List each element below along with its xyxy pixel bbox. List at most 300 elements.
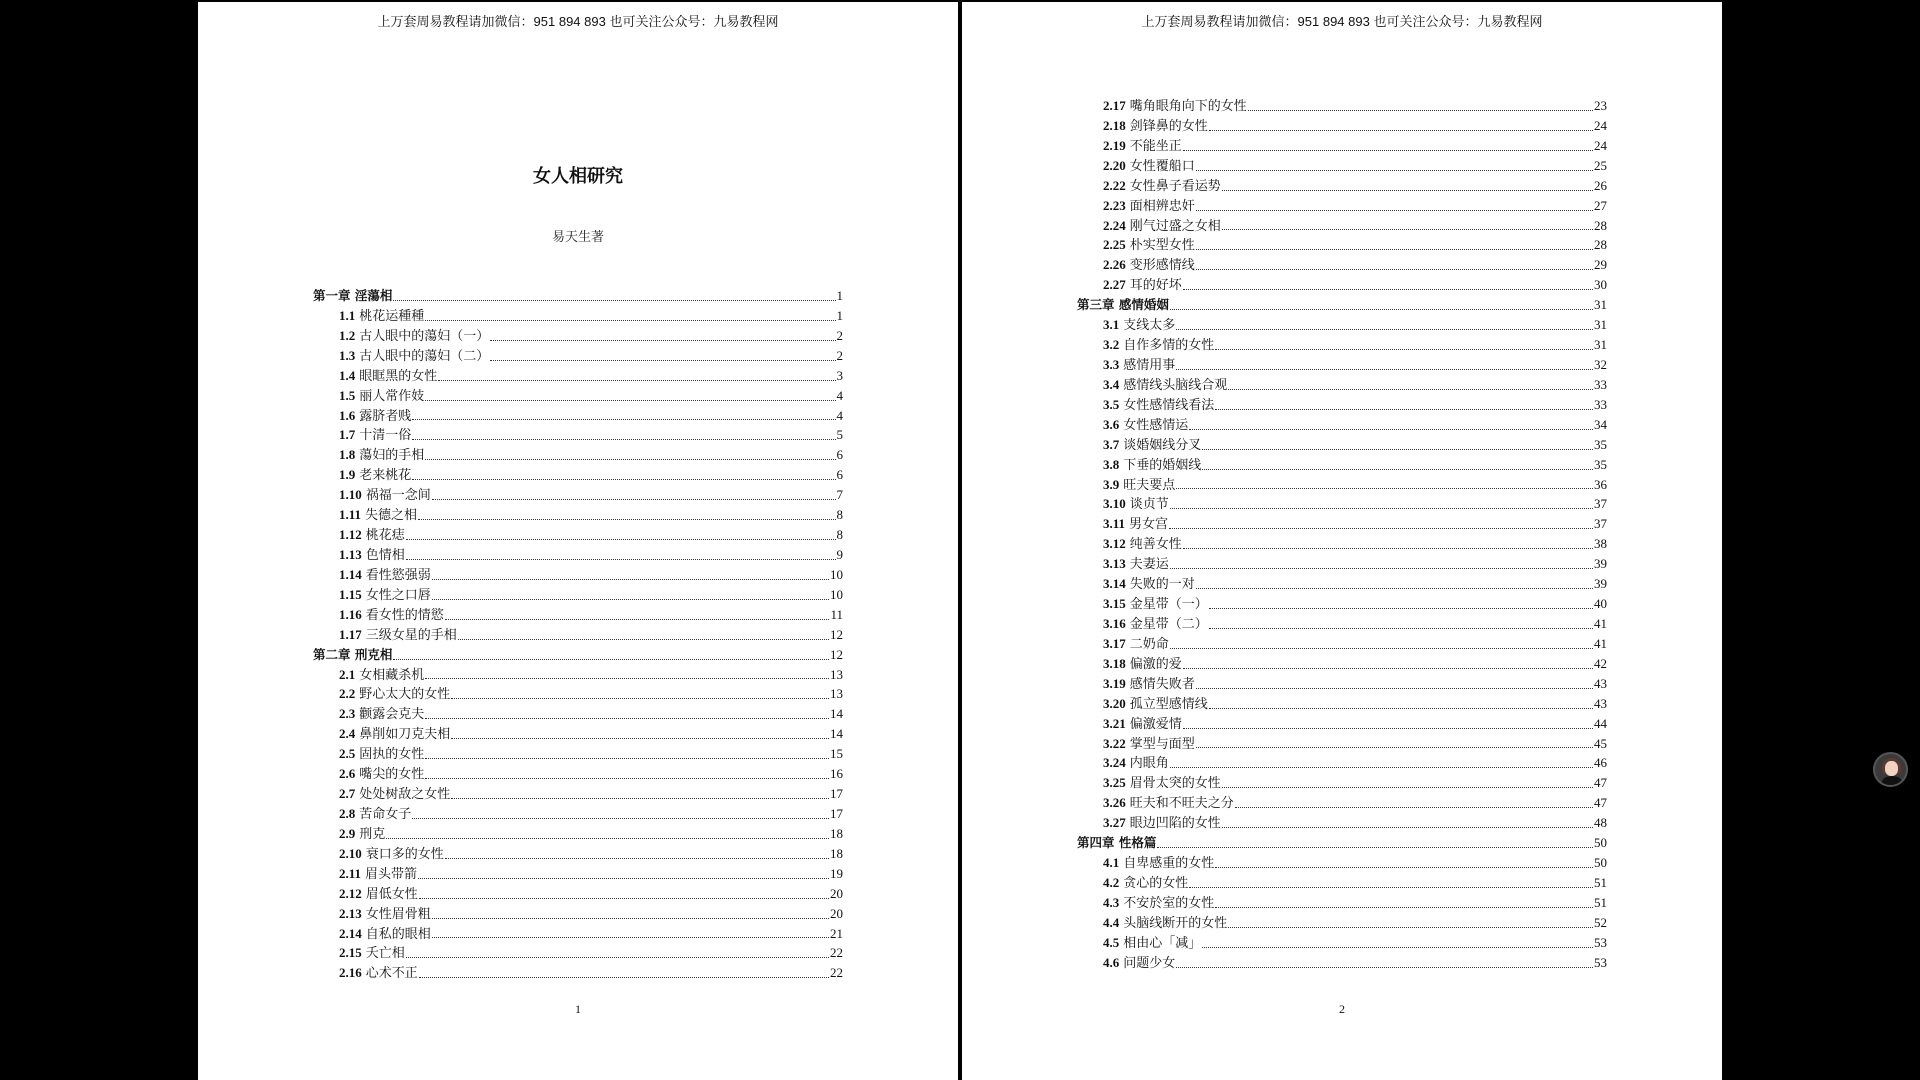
toc-entry-number: 1.13 bbox=[339, 546, 362, 562]
toc-entry-number: 2.20 bbox=[1103, 157, 1126, 173]
toc-section-entry[interactable] bbox=[1077, 694, 1607, 714]
toc-leader-dots bbox=[490, 359, 835, 361]
toc-entry-number: 2.27 bbox=[1103, 277, 1126, 293]
toc-entry-title: 问题少女 bbox=[1123, 954, 1176, 970]
toc-section-entry[interactable] bbox=[1077, 415, 1607, 435]
toc-entry-title: 眼边凹陷的女性 bbox=[1129, 815, 1221, 831]
toc-entry-title: 内眼角 bbox=[1129, 755, 1169, 771]
toc-leader-dots bbox=[412, 438, 835, 440]
toc-section-entry[interactable] bbox=[313, 864, 843, 884]
toc-section-entry[interactable] bbox=[313, 485, 843, 505]
toc-leader-dots bbox=[432, 498, 836, 500]
toc-leader-dots bbox=[1189, 886, 1593, 888]
toc-entry-number: 2.3 bbox=[339, 706, 356, 722]
toc-section-entry[interactable] bbox=[1077, 913, 1607, 933]
toc-leader-dots bbox=[1183, 547, 1593, 549]
toc-section-entry[interactable] bbox=[1077, 156, 1607, 176]
toc-entry-number: 1.8 bbox=[339, 447, 356, 463]
toc-section-entry[interactable] bbox=[1077, 554, 1607, 574]
toc-entry-title: 丽人常作妓 bbox=[359, 387, 425, 403]
toc-leader-dots bbox=[425, 319, 835, 321]
toc-leader-dots bbox=[1169, 527, 1593, 529]
toc-entry-title: 支线太多 bbox=[1123, 317, 1176, 333]
toc-entry-title: 老来桃花 bbox=[359, 467, 412, 483]
toc-entry-title: 旺夫和不旺夫之分 bbox=[1129, 795, 1234, 811]
toc-entry-number: 2.14 bbox=[339, 925, 362, 941]
toc-section-entry[interactable] bbox=[313, 425, 843, 445]
toc-section-entry[interactable] bbox=[313, 665, 843, 685]
toc-entry-title: 旺夫要点 bbox=[1123, 476, 1176, 492]
toc-entry-title: 金星带（一） bbox=[1129, 596, 1208, 612]
toc-entry-title: 朴实型女性 bbox=[1129, 237, 1195, 253]
toc-entry-number: 1.12 bbox=[339, 527, 362, 543]
toc-entry-page: 10 bbox=[830, 566, 843, 582]
toc-entry-number: 1.15 bbox=[339, 586, 362, 602]
toc-leader-dots bbox=[1176, 328, 1593, 330]
toc-section-entry[interactable] bbox=[1077, 813, 1607, 833]
toc-section-entry[interactable] bbox=[1077, 953, 1607, 973]
toc-entry-number: 2.4 bbox=[339, 726, 356, 742]
toc-entry-page: 6 bbox=[836, 447, 843, 463]
toc-entry-number: 3.20 bbox=[1103, 695, 1126, 711]
toc-section-entry[interactable] bbox=[1077, 315, 1607, 335]
toc-section-entry[interactable] bbox=[313, 724, 843, 744]
toc-entry-number: 3.2 bbox=[1103, 337, 1120, 353]
toc-section-entry[interactable] bbox=[313, 744, 843, 764]
toc-entry-page: 52 bbox=[1594, 914, 1607, 930]
toc-entry-title: 谈贞节 bbox=[1129, 496, 1169, 512]
toc-entry-page: 25 bbox=[1594, 157, 1607, 173]
toc-entry-title: 头脑线断开的女性 bbox=[1123, 914, 1228, 930]
page-number: 1 bbox=[575, 1002, 581, 1016]
toc-entry-number: 3.5 bbox=[1103, 396, 1120, 412]
toc-entry-page: 14 bbox=[830, 706, 843, 722]
toc-section-entry[interactable] bbox=[1077, 216, 1607, 236]
toc-section-entry[interactable] bbox=[1077, 893, 1607, 913]
toc-entry-number: 1.4 bbox=[339, 367, 356, 383]
toc-leader-dots bbox=[1215, 348, 1593, 350]
toc-entry-title: 纯善女性 bbox=[1129, 536, 1182, 552]
toc-entry-page: 13 bbox=[830, 686, 843, 702]
document-author: 易天生著 bbox=[551, 229, 604, 244]
toc-entry-title: 女性之口唇 bbox=[365, 586, 431, 602]
toc-section-entry[interactable] bbox=[1077, 475, 1607, 495]
toc-entry-number: 1.2 bbox=[339, 327, 356, 343]
page-header: 上万套周易教程请加微信：951 894 893 也可关注公众号：九易教程网 bbox=[1141, 14, 1543, 29]
toc-entry-title: 第三章 感情婚姻 bbox=[1077, 297, 1169, 313]
toc-section-entry[interactable] bbox=[313, 784, 843, 804]
toc-leader-dots bbox=[425, 458, 835, 460]
toc-section-entry[interactable] bbox=[1077, 494, 1607, 514]
toc-entry-title: 处处树敌之女性 bbox=[359, 786, 451, 802]
toc-section-entry[interactable] bbox=[1077, 435, 1607, 455]
toc-entry-page: 28 bbox=[1594, 217, 1607, 233]
toc-section-entry[interactable] bbox=[1077, 714, 1607, 734]
toc-entry-title: 下垂的婚姻线 bbox=[1123, 456, 1202, 472]
toc-entry-page: 11 bbox=[830, 606, 843, 622]
toc-entry-title: 变形感情线 bbox=[1129, 257, 1195, 273]
toc-leader-dots bbox=[432, 578, 829, 580]
toc-entry-page: 20 bbox=[830, 885, 843, 901]
assistant-avatar-button[interactable] bbox=[1873, 752, 1908, 787]
toc-entry-page: 16 bbox=[830, 766, 843, 782]
toc-entry-number: 3.24 bbox=[1103, 755, 1126, 771]
toc-entry-number: 3.25 bbox=[1103, 775, 1126, 791]
toc-entry-number: 4.6 bbox=[1103, 954, 1120, 970]
toc-entry-title: 偏激爱情 bbox=[1129, 715, 1182, 731]
toc-entry-page: 8 bbox=[836, 527, 843, 543]
toc-entry-title: 心术不正 bbox=[365, 965, 418, 981]
toc-entry-title: 面相辨忠奸 bbox=[1129, 197, 1195, 213]
toc-leader-dots bbox=[1170, 507, 1593, 509]
toc-chapter-entry[interactable] bbox=[1077, 295, 1607, 315]
toc-section-entry[interactable] bbox=[313, 525, 843, 545]
toc-entry-number: 1.5 bbox=[339, 387, 356, 403]
toc-entry-page: 44 bbox=[1594, 715, 1607, 731]
toc-section-entry[interactable] bbox=[313, 684, 843, 704]
toc-section-entry[interactable] bbox=[313, 704, 843, 724]
toc-leader-dots bbox=[1202, 448, 1593, 450]
toc-leader-dots bbox=[1209, 627, 1593, 629]
toc-section-entry[interactable] bbox=[1077, 674, 1607, 694]
toc-entry-page: 8 bbox=[836, 507, 843, 523]
toc-section-entry[interactable] bbox=[313, 565, 843, 585]
toc-section-entry[interactable] bbox=[313, 605, 843, 625]
toc-entry-number: 2.7 bbox=[339, 786, 356, 802]
toc-section-entry[interactable] bbox=[313, 924, 843, 944]
toc-entry-page: 46 bbox=[1594, 755, 1607, 771]
toc-section-entry[interactable] bbox=[1077, 96, 1607, 116]
toc-chapter-entry[interactable] bbox=[313, 286, 843, 306]
toc-leader-dots bbox=[1228, 926, 1593, 928]
toc-section-entry[interactable] bbox=[313, 764, 843, 784]
toc-section-entry[interactable] bbox=[313, 904, 843, 924]
toc-leader-dots bbox=[393, 299, 835, 301]
toc-leader-dots bbox=[1222, 826, 1593, 828]
toc-section-entry[interactable] bbox=[1077, 933, 1607, 953]
document-page-2 bbox=[962, 2, 1722, 1080]
toc-entry-number: 3.21 bbox=[1103, 715, 1126, 731]
toc-entry-number: 2.23 bbox=[1103, 197, 1126, 213]
toc-entry-page: 30 bbox=[1594, 277, 1607, 293]
toc-section-entry[interactable] bbox=[313, 366, 843, 386]
toc-section-entry[interactable] bbox=[313, 625, 843, 645]
toc-chapter-entry[interactable] bbox=[313, 645, 843, 665]
document-title: 女人相研究 bbox=[533, 166, 623, 187]
toc-section-entry[interactable] bbox=[1077, 614, 1607, 634]
toc-section-entry[interactable] bbox=[1077, 534, 1607, 554]
toc-leader-dots bbox=[1222, 189, 1593, 191]
toc-section-entry[interactable] bbox=[313, 844, 843, 864]
toc-section-entry[interactable] bbox=[1077, 654, 1607, 674]
toc-entry-number: 4.2 bbox=[1103, 874, 1120, 890]
toc-entry-number: 2.16 bbox=[339, 965, 362, 981]
toc-entry-page: 24 bbox=[1594, 137, 1607, 153]
toc-section-entry[interactable] bbox=[1077, 514, 1607, 534]
toc-entry-number: 3.7 bbox=[1103, 436, 1120, 452]
toc-section-entry[interactable] bbox=[313, 406, 843, 426]
toc-leader-dots bbox=[1196, 169, 1593, 171]
toc-section-entry[interactable] bbox=[313, 386, 843, 406]
toc-entry-title: 固执的女性 bbox=[359, 746, 425, 762]
toc-leader-dots bbox=[1215, 906, 1593, 908]
toc-entry-number: 3.15 bbox=[1103, 596, 1126, 612]
page-number: 2 bbox=[1339, 1002, 1345, 1016]
toc-entry-number: 2.24 bbox=[1103, 217, 1126, 233]
toc-section-entry[interactable] bbox=[313, 545, 843, 565]
toc-leader-dots bbox=[1183, 288, 1593, 290]
toc-entry-title: 苦命女子 bbox=[359, 805, 412, 821]
toc-section-entry[interactable] bbox=[1077, 594, 1607, 614]
toc-section-entry[interactable] bbox=[313, 445, 843, 465]
toc-section-entry[interactable] bbox=[1077, 873, 1607, 893]
toc-section-entry[interactable] bbox=[1077, 734, 1607, 754]
toc-leader-dots bbox=[406, 558, 836, 560]
toc-section-entry[interactable] bbox=[313, 804, 843, 824]
toc-section-entry[interactable] bbox=[1077, 853, 1607, 873]
toc-entry-number: 2.9 bbox=[339, 825, 356, 841]
toc-leader-dots bbox=[432, 936, 829, 938]
toc-entry-page: 18 bbox=[830, 825, 843, 841]
toc-entry-number: 2.11 bbox=[339, 865, 362, 881]
toc-section-entry[interactable] bbox=[1077, 375, 1607, 395]
toc-entry-page: 33 bbox=[1594, 396, 1607, 412]
toc-entry-number: 3.11 bbox=[1103, 516, 1126, 532]
toc-entry-title: 眉头带箭 bbox=[365, 865, 418, 881]
toc-entry-title: 第二章 刑克相 bbox=[313, 646, 393, 662]
toc-entry-title: 自私的眼相 bbox=[365, 925, 431, 941]
toc-section-entry[interactable] bbox=[1077, 176, 1607, 196]
toc-leader-dots bbox=[1235, 806, 1593, 808]
toc-leader-dots bbox=[425, 757, 829, 759]
toc-entry-page: 39 bbox=[1594, 576, 1607, 592]
toc-entry-page: 4 bbox=[836, 407, 843, 423]
toc-entry-page: 37 bbox=[1594, 496, 1607, 512]
toc-entry-page: 5 bbox=[836, 427, 843, 443]
toc-entry-number: 1.11 bbox=[339, 507, 362, 523]
toc-section-entry[interactable] bbox=[313, 884, 843, 904]
toc-entry-title: 眼眶黑的女性 bbox=[359, 367, 438, 383]
toc-leader-dots bbox=[1196, 268, 1593, 270]
toc-entry-page: 14 bbox=[830, 726, 843, 742]
toc-entry-page: 42 bbox=[1594, 655, 1607, 671]
toc-entry-number: 3.17 bbox=[1103, 635, 1126, 651]
toc-leader-dots bbox=[1170, 766, 1593, 768]
toc-entry-title: 女性眉骨粗 bbox=[365, 905, 431, 921]
toc-leader-dots bbox=[451, 697, 829, 699]
toc-entry-title: 桃花痣 bbox=[365, 527, 405, 543]
toc-entry-page: 19 bbox=[830, 865, 843, 881]
toc-entry-page: 51 bbox=[1594, 874, 1607, 890]
toc-entry-title: 古人眼中的蕩妇（二） bbox=[359, 347, 490, 363]
toc-section-entry[interactable] bbox=[313, 963, 843, 983]
toc-chapter-entry[interactable] bbox=[1077, 833, 1607, 853]
toc-section-entry[interactable] bbox=[313, 306, 843, 326]
toc-section-entry[interactable] bbox=[313, 346, 843, 366]
toc-leader-dots bbox=[438, 379, 835, 381]
toc-entry-number: 2.1 bbox=[339, 666, 356, 682]
toc-entry-number: 3.18 bbox=[1103, 655, 1126, 671]
toc-entry-number: 3.12 bbox=[1103, 536, 1126, 552]
toc-entry-number: 3.22 bbox=[1103, 735, 1126, 751]
toc-entry-title: 二奶命 bbox=[1129, 635, 1169, 651]
toc-leader-dots bbox=[445, 618, 830, 620]
toc-entry-number: 4.3 bbox=[1103, 894, 1120, 910]
toc-entry-number: 3.26 bbox=[1103, 795, 1126, 811]
toc-section-entry[interactable] bbox=[1077, 136, 1607, 156]
toc-leader-dots bbox=[418, 877, 829, 879]
toc-entry-number: 1.6 bbox=[339, 407, 356, 423]
toc-section-entry[interactable] bbox=[1077, 116, 1607, 136]
toc-section-entry[interactable] bbox=[1077, 196, 1607, 216]
toc-leader-dots bbox=[1170, 308, 1593, 310]
toc-entry-title: 衰口多的女性 bbox=[365, 845, 444, 861]
toc-entry-title: 金星带（二） bbox=[1129, 615, 1208, 631]
toc-entry-title: 失德之相 bbox=[365, 507, 418, 523]
toc-entry-page: 9 bbox=[836, 546, 843, 562]
toc-leader-dots bbox=[1202, 468, 1593, 470]
toc-entry-title: 相由心「减」 bbox=[1123, 934, 1202, 950]
toc-entry-number: 2.6 bbox=[339, 766, 356, 782]
toc-entry-number: 3.13 bbox=[1103, 556, 1126, 572]
toc-entry-page: 35 bbox=[1594, 456, 1607, 472]
page-header: 上万套周易教程请加微信：951 894 893 也可关注公众号：九易教程网 bbox=[377, 14, 779, 29]
toc-leader-dots bbox=[1222, 786, 1593, 788]
toc-section-entry[interactable] bbox=[1077, 634, 1607, 654]
toc-entry-title: 耳的好坏 bbox=[1129, 277, 1182, 293]
toc-entry-number: 3.14 bbox=[1103, 576, 1126, 592]
toc-entry-title: 贪心的女性 bbox=[1123, 874, 1189, 890]
toc-section-entry[interactable] bbox=[313, 326, 843, 346]
toc-leader-dots bbox=[1176, 368, 1593, 370]
toc-entry-page: 22 bbox=[830, 965, 843, 981]
toc-leader-dots bbox=[1196, 248, 1593, 250]
toc-section-entry[interactable] bbox=[1077, 355, 1607, 375]
toc-entry-title: 谈婚姻线分叉 bbox=[1123, 436, 1202, 452]
toc-leader-dots bbox=[1183, 667, 1593, 669]
toc-entry-page: 26 bbox=[1594, 177, 1607, 193]
toc-leader-dots bbox=[418, 518, 835, 520]
table-of-contents bbox=[1077, 96, 1607, 973]
toc-section-entry[interactable] bbox=[1077, 275, 1607, 295]
toc-leader-dots bbox=[1183, 727, 1593, 729]
toc-entry-title: 第一章 淫蕩相 bbox=[313, 288, 393, 303]
toc-entry-number: 3.4 bbox=[1103, 376, 1120, 392]
toc-leader-dots bbox=[393, 658, 829, 660]
toc-leader-dots bbox=[425, 677, 829, 679]
toc-entry-page: 31 bbox=[1594, 317, 1607, 333]
toc-entry-page: 51 bbox=[1594, 894, 1607, 910]
toc-section-entry[interactable] bbox=[1077, 773, 1607, 793]
toc-leader-dots bbox=[412, 418, 835, 420]
toc-leader-dots bbox=[1209, 129, 1593, 131]
toc-section-entry[interactable] bbox=[313, 465, 843, 485]
toc-entry-page: 12 bbox=[830, 626, 843, 642]
toc-entry-number: 2.12 bbox=[339, 885, 362, 901]
toc-entry-page: 33 bbox=[1594, 376, 1607, 392]
toc-leader-dots bbox=[1176, 966, 1593, 968]
toc-section-entry[interactable] bbox=[1077, 255, 1607, 275]
toc-leader-dots bbox=[386, 837, 829, 839]
toc-entry-number: 2.15 bbox=[339, 945, 362, 961]
toc-entry-title: 鼻削如刀克夫相 bbox=[359, 726, 451, 742]
toc-entry-number: 3.3 bbox=[1103, 356, 1120, 372]
avatar-face-icon bbox=[1885, 761, 1898, 776]
toc-entry-number: 2.13 bbox=[339, 905, 362, 921]
toc-entry-title: 偏激的爱 bbox=[1129, 655, 1182, 671]
toc-leader-dots bbox=[1176, 487, 1593, 489]
toc-entry-number: 1.3 bbox=[339, 347, 356, 363]
toc-entry-page: 39 bbox=[1594, 556, 1607, 572]
document-page-1 bbox=[198, 2, 958, 1080]
toc-section-entry[interactable] bbox=[1077, 455, 1607, 475]
toc-entry-title: 自作多情的女性 bbox=[1123, 337, 1215, 353]
toc-leader-dots bbox=[1248, 109, 1593, 111]
toc-entry-title: 夫妻运 bbox=[1129, 556, 1169, 572]
toc-entry-title: 剑锋鼻的女性 bbox=[1129, 117, 1208, 133]
toc-entry-title: 感情用事 bbox=[1123, 356, 1176, 372]
toc-leader-dots bbox=[1170, 567, 1593, 569]
toc-entry-page: 29 bbox=[1594, 257, 1607, 273]
toc-leader-dots bbox=[490, 339, 835, 341]
toc-entry-page: 45 bbox=[1594, 735, 1607, 751]
toc-section-entry[interactable] bbox=[313, 585, 843, 605]
toc-entry-title: 不安於室的女性 bbox=[1123, 894, 1215, 910]
toc-leader-dots bbox=[1202, 946, 1593, 948]
toc-section-entry[interactable] bbox=[1077, 574, 1607, 594]
toc-entry-title: 女性感情运 bbox=[1123, 416, 1189, 432]
toc-leader-dots bbox=[432, 598, 829, 600]
toc-section-entry[interactable] bbox=[1077, 753, 1607, 773]
toc-entry-title: 桃花运種種 bbox=[359, 307, 425, 323]
toc-entry-number: 3.27 bbox=[1103, 815, 1126, 831]
toc-entry-page: 31 bbox=[1594, 297, 1607, 313]
toc-entry-number: 4.4 bbox=[1103, 914, 1120, 930]
toc-entry-page: 53 bbox=[1594, 954, 1607, 970]
toc-entry-title: 男女宫 bbox=[1129, 516, 1169, 532]
toc-entry-page: 12 bbox=[830, 646, 843, 662]
toc-entry-title: 第四章 性格篇 bbox=[1077, 835, 1157, 851]
toc-leader-dots bbox=[1209, 707, 1593, 709]
toc-entry-title: 失败的一对 bbox=[1129, 576, 1195, 592]
toc-section-entry[interactable] bbox=[1077, 793, 1607, 813]
toc-entry-page: 53 bbox=[1594, 934, 1607, 950]
toc-entry-page: 2 bbox=[836, 347, 843, 363]
toc-leader-dots bbox=[406, 538, 836, 540]
toc-entry-title: 女性覆船口 bbox=[1129, 157, 1195, 173]
toc-section-entry[interactable] bbox=[313, 943, 843, 963]
toc-section-entry[interactable] bbox=[1077, 235, 1607, 255]
toc-entry-title: 看性慾强弱 bbox=[365, 566, 431, 582]
toc-section-entry[interactable] bbox=[1077, 335, 1607, 355]
toc-entry-page: 4 bbox=[836, 387, 843, 403]
toc-entry-title: 野心太大的女性 bbox=[359, 686, 451, 702]
toc-entry-number: 2.26 bbox=[1103, 257, 1126, 273]
toc-entry-title: 自卑感重的女性 bbox=[1123, 855, 1215, 871]
toc-section-entry[interactable] bbox=[313, 824, 843, 844]
toc-leader-dots bbox=[432, 917, 829, 919]
toc-section-entry[interactable] bbox=[313, 505, 843, 525]
toc-entry-title: 感情线头脑线合观 bbox=[1123, 376, 1228, 392]
toc-section-entry[interactable] bbox=[1077, 395, 1607, 415]
toc-entry-page: 1 bbox=[836, 307, 843, 323]
toc-entry-number: 2.18 bbox=[1103, 117, 1126, 133]
toc-entry-title: 不能坐正 bbox=[1129, 137, 1182, 153]
toc-entry-number: 1.9 bbox=[339, 467, 356, 483]
toc-entry-page: 47 bbox=[1594, 795, 1607, 811]
toc-entry-title: 三级女星的手相 bbox=[365, 626, 457, 642]
toc-entry-page: 50 bbox=[1594, 855, 1607, 871]
